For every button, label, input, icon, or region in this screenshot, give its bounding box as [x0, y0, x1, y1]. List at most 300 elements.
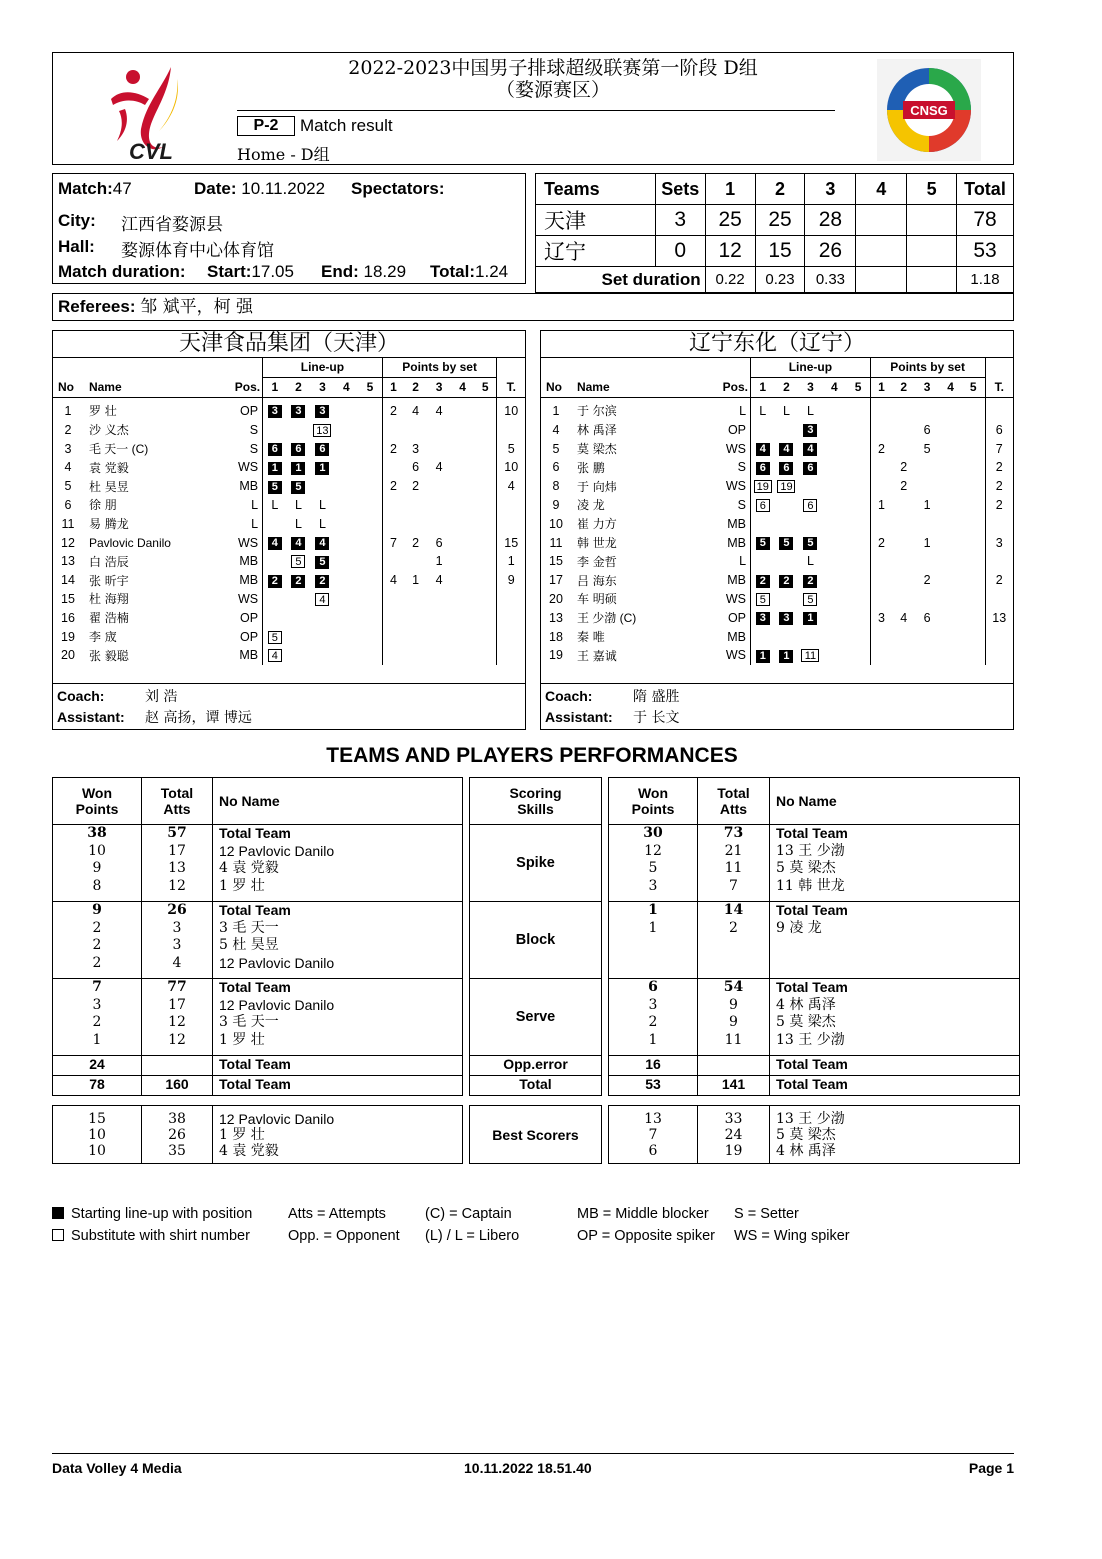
player-row — [53, 608, 525, 627]
player-position: L — [251, 516, 259, 531]
starting-position-box: 5 — [803, 537, 817, 550]
set-points — [474, 496, 497, 515]
player-number: 2 — [64, 422, 72, 437]
set-points — [427, 646, 451, 665]
header — [52, 52, 1014, 165]
set-points — [962, 420, 985, 439]
assistant-name: 于 长文 — [633, 710, 680, 726]
player-position: L — [251, 497, 259, 512]
set-points — [870, 420, 892, 439]
referees: Referees: 邹 斌平，柯 强 — [52, 293, 1014, 321]
player-total: 10 — [497, 402, 525, 421]
player-name: 于 尔滨 — [576, 404, 617, 419]
set-points — [962, 552, 985, 571]
starting-position-box: 6 — [779, 462, 793, 475]
set-points — [870, 514, 892, 533]
player-name: 杜 海翔 — [88, 592, 129, 607]
starting-lineup-icon — [52, 1207, 64, 1219]
opp_error-row: 24 Total Team Opp.error 16 Total Team — [53, 1056, 1020, 1076]
player-position: MB — [239, 479, 259, 494]
player-total: 2 — [985, 496, 1013, 515]
player-position: WS — [725, 648, 747, 663]
set-points — [404, 646, 427, 665]
set-points — [962, 402, 985, 421]
player-name: 莫 梁杰 — [576, 442, 617, 457]
team-away-panel — [540, 330, 1014, 730]
team-home-panel — [52, 330, 526, 730]
set-points: 1 — [435, 554, 443, 569]
substitute-box: 4 — [315, 593, 329, 606]
set-points — [892, 571, 915, 590]
set-points — [892, 420, 915, 439]
set-points: 6 — [435, 535, 443, 550]
set-points — [915, 458, 939, 477]
set-points: 6 — [923, 610, 931, 625]
player-total: 4 — [497, 477, 525, 496]
set-points — [870, 477, 892, 496]
player-name: 李 金哲 — [576, 554, 617, 569]
player-position: OP — [727, 422, 747, 437]
skill-row: 38 10 9 8 57 17 13 12 Total Team 12 Pavlovic Danilo 4 袁 党毅 1 罗 壮 Spike 30 12 5 3 73 21 11 7 Total Team 13 王 少渤 5 莫 梁杰 11 韩 世龙 — [53, 825, 1020, 902]
set-points — [962, 458, 985, 477]
starting-position-box: 2 — [779, 575, 793, 588]
set-points — [870, 590, 892, 609]
set-points: 2 — [923, 573, 931, 588]
coach-name: 刘 浩 — [145, 689, 178, 705]
starting-position-box: 1 — [756, 650, 770, 663]
set-points — [962, 627, 985, 646]
set-points — [451, 420, 474, 439]
player-number: 14 — [61, 573, 75, 588]
best-scorers-row: 15 10 10 38 26 35 12 Pavlovic Danilo 1 罗 壮 4 袁 党毅 Best Scorers 13 7 6 33 24 19 13 王 少渤 5 莫 梁杰 4 林 禹泽 — [53, 1106, 1020, 1164]
starting-position-box: 3 — [315, 405, 329, 418]
set-points — [382, 646, 404, 665]
player-number: 13 — [61, 554, 75, 569]
player-number: 11 — [61, 516, 75, 531]
set-points — [962, 571, 985, 590]
player-row — [541, 420, 1013, 439]
player-row — [53, 458, 525, 477]
roster-table: Line-up Points by set No Name Pos. 1 2 3 4 5 1 2 3 4 5 T. 1 罗 壮 OP 3 3 3 2 4 4 10 2 沙 义杰 S 13 3 毛 天一 (C) S 6 6 6 2 3 5 4 袁 党毅 WS 1 1 1 6 4 10 5 杜 昊昱 MB 5 5 2 2 4 6 徐 朋 L L L L 11 易 腾龙 L L L 12 Pavlovic Danilo WS 4 4 4 7 2 6 15 13 白 浩辰 MB 5 5 1 1 14 张 昕宇 MB 2 2 2 4 1 4 9 15 杜 海翔 WS 4 16 翟 浩楠 OP 19 李 宬 OP 5 20 张 毅聪 MB 4 — [53, 358, 525, 665]
cvl-logo — [101, 59, 191, 161]
starting-position-box: 4 — [268, 537, 282, 550]
skill-name: Spike — [470, 825, 602, 902]
player-total: 3 — [985, 533, 1013, 552]
set-points — [962, 646, 985, 665]
starting-position-box: 2 — [315, 575, 329, 588]
player-row — [53, 402, 525, 421]
player-number: 10 — [549, 516, 563, 531]
set-points — [474, 627, 497, 646]
player-row — [541, 552, 1013, 571]
player-name: 李 宬 — [88, 630, 117, 645]
starting-position-box: 2 — [268, 575, 282, 588]
set-points: 4 — [435, 460, 443, 475]
set-points — [451, 514, 474, 533]
score-row-home: 天津 3 25 25 28 78 — [536, 205, 1014, 236]
set-points — [474, 420, 497, 439]
player-name: 易 腾龙 — [88, 517, 129, 532]
set-points — [962, 533, 985, 552]
set-points — [427, 420, 451, 439]
player-total: 9 — [497, 571, 525, 590]
set-points — [404, 496, 427, 515]
report-title: 2022-2023中国男子排球超级联赛第一阶段 D组 （婺源赛区） — [348, 57, 758, 101]
starting-position-box: 6 — [268, 443, 282, 456]
player-number: 8 — [552, 479, 560, 494]
set-points — [870, 458, 892, 477]
set-points — [427, 477, 451, 496]
team-name: 天津食品集团（天津） — [53, 331, 525, 358]
set-points — [474, 608, 497, 627]
player-total: 2 — [985, 458, 1013, 477]
player-name: 翟 浩楠 — [88, 611, 129, 626]
set-points — [474, 552, 497, 571]
substitute-box: 5 — [756, 593, 770, 606]
set-points: 2 — [382, 402, 404, 421]
set-points — [915, 514, 939, 533]
set-points — [915, 402, 939, 421]
starting-position-box: 1 — [315, 462, 329, 475]
player-row — [541, 477, 1013, 496]
roster-table: Line-up Points by set No Name Pos. 1 2 3 4 5 1 2 3 4 5 T. 1 于 尔滨 L L L L 4 林 禹泽 OP 3 6 6 5 莫 梁杰 WS 4 4 4 2 5 7 6 张 鹏 S 6 6 6 2 2 8 于 向炜 WS 19 19 2 2 9 凌 龙 S 6 6 1 1 2 10 崔 力方 MB 11 韩 世龙 MB 5 5 5 2 1 3 15 李 金哲 L L 17 吕 海东 MB 2 2 2 2 2 20 车 明硕 WS 5 5 13 王 少渤 (C) OP 3 3 1 3 4 6 13 18 秦 唯 MB 19 王 嘉诚 WS 1 1 11 — [541, 358, 1013, 665]
starting-position-box: 5 — [779, 537, 793, 550]
set-points: 4 — [435, 573, 443, 588]
set-points — [427, 608, 451, 627]
libero-mark: L — [295, 516, 302, 531]
player-row — [541, 608, 1013, 627]
player-number: 16 — [61, 610, 75, 625]
set-points: 4 — [900, 610, 908, 625]
player-total: 2 — [985, 571, 1013, 590]
substitute-box: 6 — [756, 499, 770, 512]
starting-position-box: 2 — [803, 575, 817, 588]
player-total — [497, 496, 525, 515]
score-table: Teams Sets 1 2 3 4 5 Total 天津 3 25 25 28 78 辽宁 0 12 15 26 53 Set duration 0.22 0.23 0.33 1.18 — [535, 173, 1014, 284]
player-name: 凌 龙 — [576, 498, 605, 513]
player-row — [541, 514, 1013, 533]
set-points: 1 — [870, 496, 892, 515]
starting-position-box: 6 — [315, 443, 329, 456]
set-points — [939, 590, 962, 609]
set-points — [382, 420, 404, 439]
player-name: 罗 壮 — [88, 404, 117, 419]
player-position: L — [739, 403, 747, 418]
set-points — [962, 477, 985, 496]
set-points — [382, 458, 404, 477]
player-position: WS — [725, 591, 747, 606]
substitute-box: 6 — [803, 499, 817, 512]
player-total — [497, 608, 525, 627]
player-row — [541, 646, 1013, 665]
coach-name: 隋 盛胜 — [633, 689, 680, 705]
set-points — [892, 496, 915, 515]
libero-mark: L — [271, 497, 279, 512]
player-name: 王 嘉诚 — [576, 648, 617, 663]
set-points — [474, 571, 497, 590]
set-points — [451, 458, 474, 477]
set-points — [382, 552, 404, 571]
player-row — [541, 439, 1013, 458]
set-points — [939, 439, 962, 458]
set-points — [892, 439, 915, 458]
player-name: 林 禹泽 — [576, 423, 617, 438]
set-points — [915, 646, 939, 665]
set-points: 2 — [900, 479, 908, 494]
set-points: 4 — [382, 571, 404, 590]
starting-position-box: 4 — [291, 537, 305, 550]
player-row — [53, 420, 525, 439]
set-points — [404, 420, 427, 439]
set-points — [939, 627, 962, 646]
player-number: 20 — [549, 591, 563, 606]
player-number: 6 — [64, 497, 72, 512]
libero-mark: L — [806, 554, 814, 569]
assistant-name: 赵 高扬，谭 博远 — [145, 710, 252, 726]
player-row — [53, 496, 525, 515]
substitute-box: 19 — [777, 480, 795, 493]
set-points: 2 — [412, 535, 420, 550]
starting-position-box: 3 — [756, 612, 770, 625]
player-position: MB — [727, 629, 747, 644]
set-points — [451, 477, 474, 496]
substitute-box: 4 — [268, 649, 282, 662]
player-position: S — [249, 441, 259, 456]
set-points: 4 — [412, 403, 420, 418]
starting-position-box: 1 — [779, 650, 793, 663]
player-number: 19 — [61, 629, 75, 644]
substitute-box: 11 — [801, 649, 819, 662]
set-points — [939, 496, 962, 515]
set-points: 6 — [412, 460, 420, 475]
skill-name: Block — [470, 902, 602, 979]
player-row — [541, 496, 1013, 515]
libero-mark: L — [318, 516, 326, 531]
substitute-box: 5 — [268, 631, 282, 644]
player-name: 张 鹏 — [576, 460, 605, 475]
player-row — [53, 571, 525, 590]
player-number: 17 — [549, 573, 563, 588]
set-points — [474, 533, 497, 552]
set-points — [404, 590, 427, 609]
starting-position-box: 3 — [268, 405, 282, 418]
starting-position-box: 3 — [779, 612, 793, 625]
set-points: 1 — [923, 535, 931, 550]
player-name: 袁 党毅 — [88, 460, 129, 475]
set-points — [870, 402, 892, 421]
player-row — [541, 402, 1013, 421]
player-name: 张 昕宇 — [88, 573, 129, 588]
set-points: 5 — [923, 441, 931, 456]
player-total — [985, 552, 1013, 571]
player-row — [53, 533, 525, 552]
set-points — [451, 533, 474, 552]
report-type: Match result — [300, 116, 393, 135]
set-points — [962, 496, 985, 515]
player-name: 徐 朋 — [88, 498, 117, 513]
set-points — [939, 571, 962, 590]
player-row — [53, 646, 525, 665]
set-points — [962, 590, 985, 609]
player-position: WS — [725, 441, 747, 456]
player-row — [53, 590, 525, 609]
player-position: WS — [725, 479, 747, 494]
player-position: MB — [727, 516, 747, 531]
set-points — [451, 571, 474, 590]
player-total: 10 — [497, 458, 525, 477]
player-name: 秦 唯 — [576, 630, 605, 645]
player-name: 韩 世龙 — [576, 536, 617, 551]
report-subtitle: Home - D组 — [237, 145, 330, 164]
player-total — [985, 402, 1013, 421]
player-number: 20 — [61, 648, 75, 663]
player-number: 1 — [64, 403, 72, 418]
coaches: Coach: 隋 盛胜 Assistant: 于 长文 — [541, 683, 1013, 728]
set-points — [382, 627, 404, 646]
player-position: WS — [237, 460, 259, 475]
performance-title: TEAMS AND PLAYERS PERFORMANCES — [326, 744, 738, 767]
set-points — [892, 552, 915, 571]
starting-position-box: 5 — [756, 537, 770, 550]
set-points — [892, 514, 915, 533]
svg-text:CVL: CVL — [129, 139, 173, 161]
set-points — [892, 646, 915, 665]
player-number: 15 — [61, 591, 75, 606]
set-points — [474, 458, 497, 477]
set-points — [962, 439, 985, 458]
set-points — [939, 552, 962, 571]
player-total: 1 — [497, 552, 525, 571]
player-name: 崔 力方 — [576, 517, 617, 532]
player-position: WS — [237, 535, 259, 550]
set-points — [870, 552, 892, 571]
set-points — [939, 458, 962, 477]
set-duration-row: Set duration 0.22 0.23 0.33 1.18 — [536, 267, 1014, 293]
set-points — [427, 496, 451, 515]
player-number: 18 — [549, 629, 563, 644]
player-number: 12 — [61, 535, 75, 550]
starting-position-box: 5 — [291, 481, 305, 494]
set-points — [915, 552, 939, 571]
player-position: OP — [240, 610, 259, 625]
player-number: 13 — [549, 610, 563, 625]
player-row — [541, 458, 1013, 477]
total-row: 78 160 Total Team Total 53 141 Total Team — [53, 1076, 1020, 1096]
set-points — [451, 552, 474, 571]
player-total — [497, 420, 525, 439]
player-total — [497, 646, 525, 665]
set-points — [915, 477, 939, 496]
player-name: 沙 义杰 — [88, 423, 129, 438]
set-points — [404, 552, 427, 571]
set-points — [474, 439, 497, 458]
libero-mark: L — [295, 497, 302, 512]
starting-position-box: 6 — [291, 443, 305, 456]
set-points: 2 — [870, 439, 892, 458]
player-total — [985, 646, 1013, 665]
player-row — [53, 514, 525, 533]
set-points — [939, 420, 962, 439]
substitute-box: 13 — [313, 424, 331, 437]
player-position: S — [737, 497, 747, 512]
set-points — [870, 627, 892, 646]
player-number: 4 — [552, 422, 560, 437]
set-points — [892, 627, 915, 646]
starting-position-box: 1 — [268, 462, 282, 475]
set-points — [427, 627, 451, 646]
starting-position-box: 6 — [803, 462, 817, 475]
set-points — [939, 533, 962, 552]
svg-text:CNSG: CNSG — [910, 103, 948, 118]
report-code: P-2 — [237, 116, 295, 136]
player-number: 4 — [64, 460, 72, 475]
player-name: 毛 天一 (C) — [88, 442, 149, 457]
player-name: 吕 海东 — [576, 573, 617, 588]
starting-position-box: 2 — [756, 575, 770, 588]
set-points — [962, 514, 985, 533]
set-points — [939, 514, 962, 533]
score-row-away: 辽宁 0 12 15 26 53 — [536, 236, 1014, 267]
player-number: 6 — [552, 460, 560, 475]
set-points — [427, 514, 451, 533]
starting-position-box: 1 — [803, 612, 817, 625]
player-position: MB — [239, 573, 259, 588]
set-points — [474, 514, 497, 533]
coaches: Coach: 刘 浩 Assistant: 赵 高扬，谭 博远 — [53, 683, 525, 728]
set-points: 7 — [382, 533, 404, 552]
set-points — [915, 627, 939, 646]
player-total: 15 — [497, 533, 525, 552]
starting-position-box: 1 — [291, 462, 305, 475]
player-position: MB — [727, 535, 747, 550]
set-points — [451, 608, 474, 627]
set-points — [404, 608, 427, 627]
player-total: 5 — [497, 439, 525, 458]
set-points — [451, 439, 474, 458]
set-points: 2 — [382, 477, 404, 496]
set-points — [427, 590, 451, 609]
set-points: 1 — [923, 497, 931, 512]
player-position: MB — [727, 573, 747, 588]
set-points — [382, 496, 404, 515]
set-points — [939, 402, 962, 421]
player-total — [985, 514, 1013, 533]
player-row — [541, 571, 1013, 590]
player-position: S — [737, 460, 747, 475]
starting-position-box: 4 — [779, 443, 793, 456]
player-total — [497, 590, 525, 609]
player-row — [53, 552, 525, 571]
set-points: 6 — [923, 422, 931, 437]
player-total — [497, 514, 525, 533]
player-row — [53, 477, 525, 496]
player-position: OP — [240, 403, 259, 418]
player-total: 6 — [985, 420, 1013, 439]
set-points — [962, 608, 985, 627]
player-position: MB — [239, 648, 259, 663]
set-points: 2 — [870, 533, 892, 552]
player-name: Pavlovic Danilo — [88, 535, 171, 550]
player-name: 王 少渤 (C) — [576, 611, 637, 626]
player-position: L — [739, 554, 747, 569]
starting-position-box: 3 — [291, 405, 305, 418]
player-name: 车 明硕 — [576, 592, 617, 607]
starting-position-box: 3 — [803, 424, 817, 437]
player-position: MB — [239, 554, 259, 569]
starting-position-box: 2 — [291, 575, 305, 588]
performance-table: Won Points Total Atts No Name Scoring Skills Won Points Total Atts No Name 38 10 9 8 57 17 13 12 Total Team 12 Pavlovic Danilo 4 袁 党毅 1 罗 壮 Spike 30 12 5 3 73 21 11 7 Total Team 13 王 少渤 5 莫 梁杰 11 韩 世龙 9 2 2 2 26 3 3 4 Total Team 3 毛 天一 5 杜 昊昱 12 Pavlovic Danilo Block 1 1 14 2 Total Team 9 凌 龙 7 3 2 1 77 17 12 12 Total Team 12 Pavlovic Danilo 3 毛 天一 1 罗 壮 Serve 6 3 2 1 54 9 9 11 Total Team 4 林 禹泽 5 莫 梁杰 13 王 少渤 24 Total Team Opp.error 16 Total Team 78 160 Total Team Total 53 141 Total Team 15 10 10 38 26 35 12 Pavlovic Danilo 1 罗 壮 4 袁 党毅 Best Scorers 13 7 6 33 24 19 13 王 少渤 5 莫 梁杰 4 林 禹泽 — [52, 777, 1019, 1164]
starting-position-box: 5 — [315, 556, 329, 569]
